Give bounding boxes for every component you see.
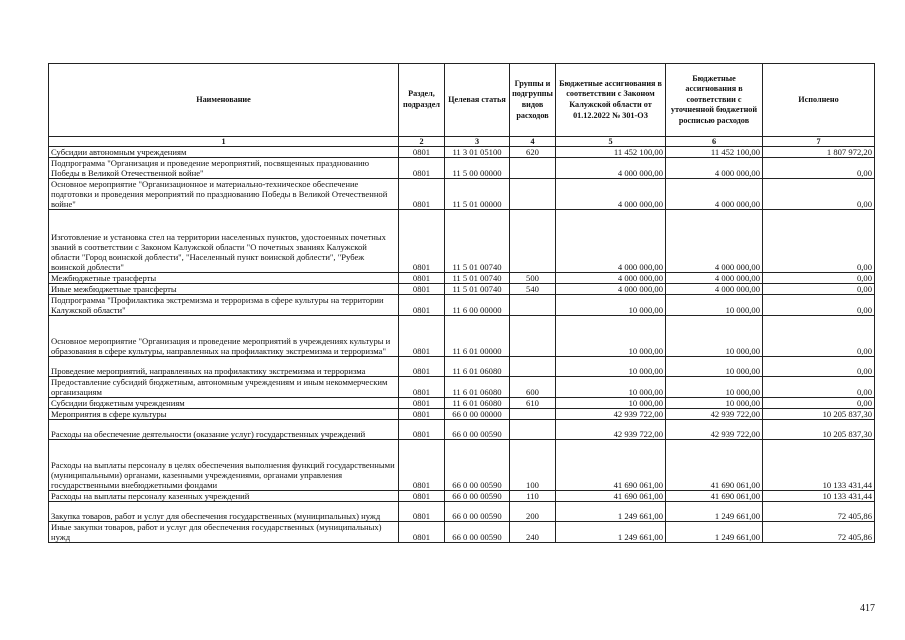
header-plan-amount: Бюджетные ассигнования в соответствии с уточненной бюджетной росписью расходов	[666, 64, 763, 137]
row-executed: 10 133 431,44	[763, 491, 875, 502]
row-group	[510, 210, 556, 273]
row-executed: 72 405,86	[763, 522, 875, 543]
row-plan-amount: 41 690 061,00	[666, 491, 763, 502]
table-row	[49, 147, 875, 158]
row-law-amount: 10 000,00	[556, 377, 666, 398]
row-executed: 10 133 431,44	[763, 440, 875, 491]
header-law-amount: Бюджетные ассигнования в соответствии с Законом Калужской области от 01.12.2022 № 301-ОЗ	[556, 64, 666, 137]
table-row	[49, 420, 875, 440]
row-group	[510, 179, 556, 210]
row-article: 11 5 01 00740	[445, 284, 510, 295]
row-law-amount: 10 000,00	[556, 316, 666, 357]
row-name: Расходы на выплаты персоналу казенных учреждений	[49, 491, 399, 502]
row-name: Изготовление и установка стел на территории населенных пунктов, удостоенных почетных званий в соответствии с Законом Калужской области "О почетных званиях Калужской области "Город воинской доблести", "Населенный пункт воинской доблести", "Рубеж воинской доблести"	[49, 210, 399, 273]
row-law-amount: 4 000 000,00	[556, 273, 666, 284]
row-section: 0801	[399, 420, 445, 440]
table-row	[49, 502, 875, 522]
column-number: 1	[49, 137, 399, 147]
row-plan-amount: 4 000 000,00	[666, 210, 763, 273]
column-number: 3	[445, 137, 510, 147]
table-row	[49, 491, 875, 502]
table-row	[49, 377, 875, 398]
row-group	[510, 295, 556, 316]
row-executed: 10 205 837,30	[763, 420, 875, 440]
row-section: 0801	[399, 522, 445, 543]
table-body	[49, 147, 875, 543]
row-section: 0801	[399, 284, 445, 295]
row-section: 0801	[399, 179, 445, 210]
row-plan-amount: 42 939 722,00	[666, 409, 763, 420]
row-group	[510, 158, 556, 179]
row-plan-amount: 10 000,00	[666, 316, 763, 357]
row-section: 0801	[399, 357, 445, 377]
header-section: Раздел, подраздел	[399, 64, 445, 137]
row-law-amount: 10 000,00	[556, 357, 666, 377]
row-law-amount: 4 000 000,00	[556, 284, 666, 295]
row-executed: 0,00	[763, 398, 875, 409]
row-executed: 0,00	[763, 284, 875, 295]
table-row	[49, 273, 875, 284]
row-article: 11 6 00 00000	[445, 295, 510, 316]
table-row	[49, 522, 875, 543]
row-group: 500	[510, 273, 556, 284]
row-group	[510, 316, 556, 357]
row-plan-amount: 10 000,00	[666, 377, 763, 398]
row-article: 66 0 00 00590	[445, 522, 510, 543]
row-section: 0801	[399, 377, 445, 398]
row-name: Проведение мероприятий, направленных на профилактику экстремизма и терроризма	[49, 357, 399, 377]
row-article: 11 5 01 00000	[445, 179, 510, 210]
row-plan-amount: 10 000,00	[666, 295, 763, 316]
column-number: 2	[399, 137, 445, 147]
column-number-row	[49, 137, 875, 147]
row-section: 0801	[399, 502, 445, 522]
row-name: Основное мероприятие "Организационное и материально-техническое обеспечение подготовки и проведения мероприятий по празднованию Победы в Великой Отечественной войне"	[49, 179, 399, 210]
row-law-amount: 11 452 100,00	[556, 147, 666, 158]
row-section: 0801	[399, 491, 445, 502]
header-executed: Исполнено	[763, 64, 875, 137]
row-executed: 0,00	[763, 273, 875, 284]
row-article: 66 0 00 00000	[445, 409, 510, 420]
row-name: Расходы на выплаты персоналу в целях обеспечения выполнения функций государственными (муниципальными) органами, казенными учреждениями, органами управления государственными внебюджетными фондами	[49, 440, 399, 491]
row-group: 240	[510, 522, 556, 543]
row-name: Предоставление субсидий бюджетным, автономным учреждениям и иным некоммерческим организациям	[49, 377, 399, 398]
row-executed: 10 205 837,30	[763, 409, 875, 420]
row-group	[510, 357, 556, 377]
row-article: 66 0 00 00590	[445, 440, 510, 491]
page-number: 417	[860, 603, 875, 614]
row-name: Субсидии бюджетным учреждениям	[49, 398, 399, 409]
table-row	[49, 398, 875, 409]
row-section: 0801	[399, 316, 445, 357]
header-group: Группы и подгруппы видов расходов	[510, 64, 556, 137]
row-article: 66 0 00 00590	[445, 502, 510, 522]
table-row	[49, 440, 875, 491]
table-row	[49, 295, 875, 316]
row-plan-amount: 4 000 000,00	[666, 158, 763, 179]
column-number: 7	[763, 137, 875, 147]
row-plan-amount: 1 249 661,00	[666, 522, 763, 543]
row-group	[510, 420, 556, 440]
row-law-amount: 10 000,00	[556, 398, 666, 409]
column-number: 5	[556, 137, 666, 147]
budget-table	[48, 63, 875, 543]
row-article: 11 5 00 00000	[445, 158, 510, 179]
table-row	[49, 357, 875, 377]
row-plan-amount: 4 000 000,00	[666, 179, 763, 210]
row-executed: 0,00	[763, 158, 875, 179]
row-name: Мероприятия в сфере культуры	[49, 409, 399, 420]
row-group: 110	[510, 491, 556, 502]
row-article: 66 0 00 00590	[445, 491, 510, 502]
row-plan-amount: 4 000 000,00	[666, 284, 763, 295]
row-group	[510, 409, 556, 420]
row-plan-amount: 10 000,00	[666, 398, 763, 409]
row-executed: 72 405,86	[763, 502, 875, 522]
table-row	[49, 179, 875, 210]
row-executed: 0,00	[763, 377, 875, 398]
row-executed: 0,00	[763, 295, 875, 316]
row-executed: 0,00	[763, 357, 875, 377]
row-law-amount: 41 690 061,00	[556, 491, 666, 502]
row-group: 610	[510, 398, 556, 409]
row-name: Подпрограмма "Профилактика экстремизма и терроризма в сфере культуры на территории Калужской области"	[49, 295, 399, 316]
row-article: 11 5 01 00740	[445, 210, 510, 273]
table-row	[49, 210, 875, 273]
row-section: 0801	[399, 295, 445, 316]
row-section: 0801	[399, 409, 445, 420]
row-executed: 0,00	[763, 210, 875, 273]
header-name: Наименование	[49, 64, 399, 137]
row-article: 11 6 01 06080	[445, 398, 510, 409]
row-section: 0801	[399, 398, 445, 409]
table-row	[49, 158, 875, 179]
row-plan-amount: 10 000,00	[666, 357, 763, 377]
row-section: 0801	[399, 440, 445, 491]
row-article: 11 3 01 05100	[445, 147, 510, 158]
row-plan-amount: 1 249 661,00	[666, 502, 763, 522]
row-name: Иные закупки товаров, работ и услуг для обеспечения государственных (муниципальных) нужд	[49, 522, 399, 543]
table-row	[49, 284, 875, 295]
row-plan-amount: 11 452 100,00	[666, 147, 763, 158]
row-name: Расходы на обеспечение деятельности (оказание услуг) государственных учреждений	[49, 420, 399, 440]
row-plan-amount: 4 000 000,00	[666, 273, 763, 284]
row-name: Межбюджетные трансферты	[49, 273, 399, 284]
row-law-amount: 41 690 061,00	[556, 440, 666, 491]
row-group: 600	[510, 377, 556, 398]
row-name: Иные межбюджетные трансферты	[49, 284, 399, 295]
row-law-amount: 42 939 722,00	[556, 420, 666, 440]
row-executed: 1 807 972,20	[763, 147, 875, 158]
row-section: 0801	[399, 273, 445, 284]
row-executed: 0,00	[763, 316, 875, 357]
row-law-amount: 1 249 661,00	[556, 502, 666, 522]
row-group: 540	[510, 284, 556, 295]
row-group: 200	[510, 502, 556, 522]
row-article: 11 6 01 06080	[445, 357, 510, 377]
header-row	[49, 64, 875, 137]
row-section: 0801	[399, 210, 445, 273]
header-article: Целевая статья	[445, 64, 510, 137]
row-plan-amount: 41 690 061,00	[666, 440, 763, 491]
row-law-amount: 42 939 722,00	[556, 409, 666, 420]
row-group: 100	[510, 440, 556, 491]
row-section: 0801	[399, 147, 445, 158]
row-name: Закупка товаров, работ и услуг для обеспечения государственных (муниципальных) нужд	[49, 502, 399, 522]
column-number: 4	[510, 137, 556, 147]
row-name: Субсидии автономным учреждениям	[49, 147, 399, 158]
table-row	[49, 409, 875, 420]
row-executed: 0,00	[763, 179, 875, 210]
row-law-amount: 4 000 000,00	[556, 158, 666, 179]
row-plan-amount: 42 939 722,00	[666, 420, 763, 440]
row-group: 620	[510, 147, 556, 158]
table-row	[49, 316, 875, 357]
row-law-amount: 4 000 000,00	[556, 179, 666, 210]
row-law-amount: 10 000,00	[556, 295, 666, 316]
row-law-amount: 4 000 000,00	[556, 210, 666, 273]
row-section: 0801	[399, 158, 445, 179]
row-article: 66 0 00 00590	[445, 420, 510, 440]
row-law-amount: 1 249 661,00	[556, 522, 666, 543]
row-article: 11 6 01 06080	[445, 377, 510, 398]
row-name: Основное мероприятие "Организация и проведение мероприятий в учреждениях культуры и образования в сфере культуры, направленных на профилактику экстремизма и терроризма"	[49, 316, 399, 357]
row-name: Подпрограмма "Организация и проведение мероприятий, посвященных празднованию Победы в Великой Отечественной войне"	[49, 158, 399, 179]
column-number: 6	[666, 137, 763, 147]
row-article: 11 5 01 00740	[445, 273, 510, 284]
row-article: 11 6 01 00000	[445, 316, 510, 357]
